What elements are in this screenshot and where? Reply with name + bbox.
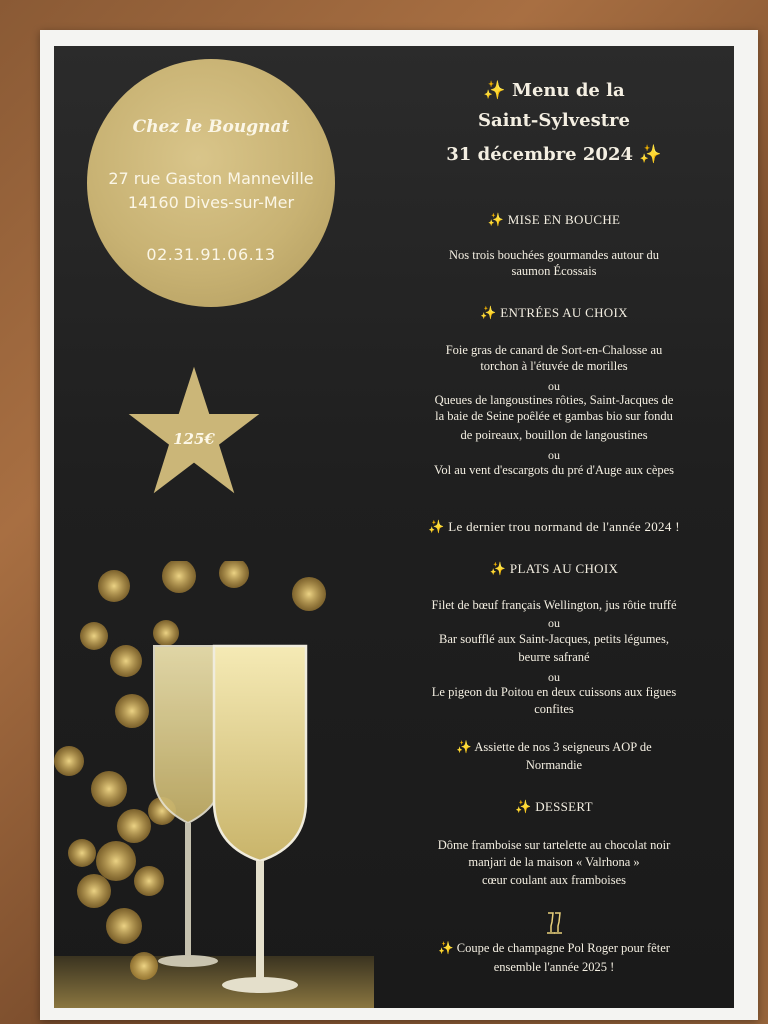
menu-line: Filet de bœuf français Wellington, jus rôtie truffé	[431, 598, 677, 612]
separator-ou: ou	[548, 379, 560, 393]
phone-number: 02.31.91.06.13	[146, 245, 276, 264]
separator-ou: ou	[548, 616, 560, 630]
sparkle-icon: ✨	[456, 739, 472, 754]
section-heading-dessert: ✨ DESSERT	[515, 799, 593, 815]
menu-line: la baie de Seine poêlée et gambas bio sur fondu	[435, 409, 673, 423]
menu-line: cœur coulant aux framboises	[481, 873, 627, 887]
section-heading-plats: ✨ PLATS AU CHOIX	[489, 561, 619, 577]
sparkle-icon: ✨	[428, 520, 445, 535]
menu-date: 31 décembre 2024 ✨	[446, 144, 662, 165]
menu-line: manjari de la maison « Valrhona »	[468, 855, 640, 869]
menu-line: confites	[534, 702, 574, 716]
sparkle-icon: ✨	[483, 80, 506, 101]
menu-line: saumon Écossais	[511, 264, 597, 278]
section-heading-entrees: ✨ ENTRÉES AU CHOIX	[480, 305, 628, 321]
sparkle-icon: ✨	[489, 562, 507, 577]
address-line-2: 14160 Dives-sur-Mer	[127, 193, 295, 212]
sparkle-icon: ✨	[480, 306, 497, 321]
menu-line: Queues de langoustines rôties, Saint-Jacques de	[434, 393, 674, 407]
menu-board	[54, 46, 734, 1008]
trou-normand: ✨ Le dernier trou normand de l'année 2024 !	[428, 519, 680, 535]
menu-price: 125€	[173, 430, 215, 448]
menu-line: Vol au vent d'escargots du pré d'Auge aux cèpes	[433, 463, 675, 477]
sparkle-icon: ✨	[639, 144, 662, 165]
menu-line: Dôme framboise sur tartelette au chocolat noir	[437, 838, 671, 852]
menu-line: Bar soufflé aux Saint-Jacques, petits légumes,	[439, 632, 669, 646]
menu-title-line-2: Saint-Sylvestre	[478, 110, 630, 131]
fromages-line: ✨ Assiette de nos 3 seigneurs AOP de	[456, 739, 652, 754]
sparkle-icon: ✨	[515, 800, 532, 815]
menu-line: de poireaux, bouillon de langoustines	[460, 428, 648, 442]
champagne-glasses-illustration	[54, 561, 374, 1008]
menu-line: torchon à l'étuvée de morilles	[480, 359, 628, 373]
menu-line: Foie gras de canard de Sort-en-Chalosse au	[445, 343, 663, 357]
separator-ou: ou	[548, 448, 560, 462]
menu-line: beurre safrané	[518, 650, 590, 664]
address-line-1: 27 rue Gaston Manneville	[108, 169, 314, 188]
restaurant-info-circle	[87, 59, 335, 307]
section-heading-mise-en-bouche: ✨ MISE EN BOUCHE	[487, 212, 621, 228]
restaurant-name: Chez le Bougnat	[132, 117, 290, 137]
sparkle-icon: ✨	[487, 213, 505, 228]
menu-line: ensemble l'année 2025 !	[493, 960, 615, 974]
separator-ou: ou	[548, 670, 560, 684]
champagne-flutes-icon	[534, 912, 574, 934]
menu-text-column	[374, 46, 734, 1008]
menu-line: Normandie	[525, 758, 583, 772]
menu-line: Nos trois bouchées gourmandes autour du	[448, 248, 660, 262]
champagne-line: ✨ Coupe de champagne Pol Roger pour fêter	[438, 940, 670, 955]
menu-title-line-1: ✨ Menu de la	[483, 80, 625, 101]
sparkle-icon: ✨	[438, 940, 454, 955]
menu-line: Le pigeon du Poitou en deux cuissons aux figues	[431, 685, 677, 699]
